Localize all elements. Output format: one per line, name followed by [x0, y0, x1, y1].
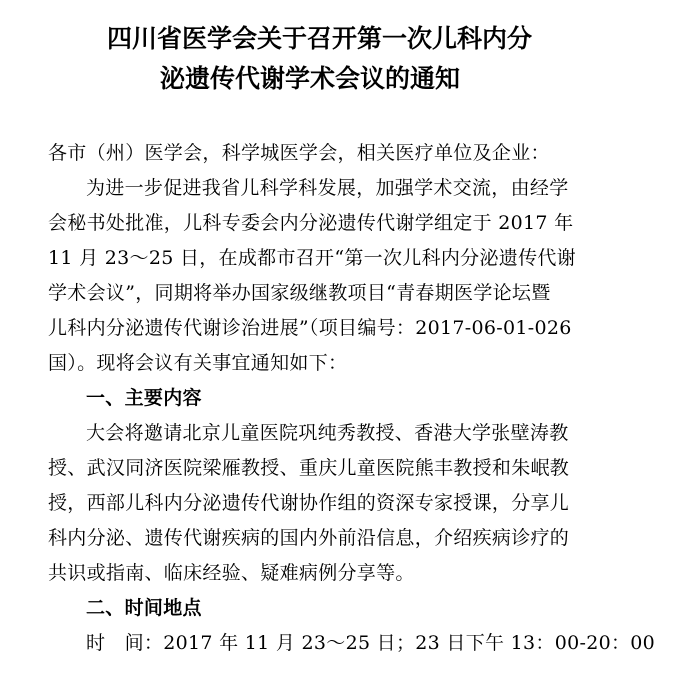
intro-line: 为进一步促进我省儿科学科发展，加强学术交流，由经学: [86, 177, 569, 199]
content-line: 科内分泌、遗传代谢疾病的国内外前沿信息，介绍疾病诊疗的: [48, 527, 570, 549]
content-line: 授、武汉同济医院梁雁教授、重庆儿童医院熊丰教授和朱岷教: [48, 457, 570, 479]
intro-line: 儿科内分泌遗传代谢诊治进展”（项目编号：2017-06-01-026: [48, 317, 572, 339]
section-heading-content: 一、主要内容: [86, 387, 202, 409]
content-line: 大会将邀请北京儿童医院巩纯秀教授、香港大学张壁涛教: [86, 422, 569, 444]
content-line: 共识或指南、临床经验、疑难病例分享等。: [48, 562, 415, 584]
title-line-1: 四川省医学会关于召开第一次儿科内分: [107, 24, 533, 53]
time-line: 时 间：2017 年 11 月 23～25 日；23 日下午 13：00-20：00: [86, 632, 656, 654]
title-line-2: 泌遗传代谢学术会议的通知: [160, 64, 461, 93]
intro-line: 学术会议”，同期将举办国家级继教项目“青春期医学论坛暨: [48, 282, 551, 304]
salutation: 各市（州）医学会，科学城医学会，相关医疗单位及企业：: [48, 142, 550, 164]
intro-line: 11 月 23～25 日，在成都市召开“第一次儿科内分泌遗传代谢: [48, 247, 576, 269]
intro-line: 会秘书处批准，儿科专委会内分泌遗传代谢学组定于 2017 年: [48, 212, 574, 234]
intro-line: 国）。现将会议有关事宜通知如下：: [48, 352, 348, 374]
section-heading-time-place: 二、时间地点: [86, 597, 202, 619]
content-line: 授，西部儿科内分泌遗传代谢协作组的资深专家授课，分享儿: [48, 492, 570, 514]
